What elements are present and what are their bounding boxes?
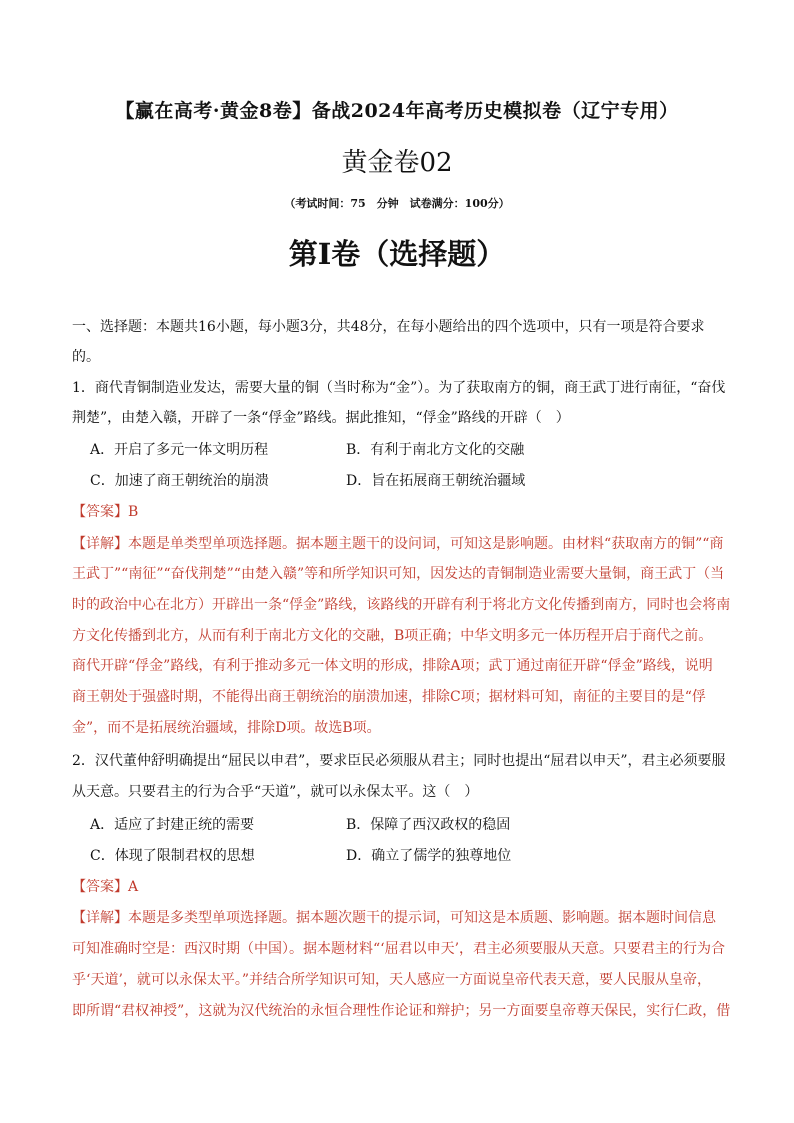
q2-option-b: B．保障了西汉政权的稳固 (346, 817, 511, 833)
q1-explain-line7: 金”，而不是拓展统治疆域，排除D项。故选B项。 (72, 720, 381, 736)
q2-option-d: D．确立了儒学的独尊地位 (346, 848, 512, 864)
q2-explain-line2: 可知准确时空是：西汉时期（中国）。据本题材料“‘屈君以申天’，君主必须要服从天意。只要君主的行为合 (72, 941, 726, 957)
section-title: 第I卷（选择题） (288, 237, 506, 271)
q1-answer-tag: 【答案】 (72, 504, 128, 520)
q2-explain-line1 (72, 907, 732, 927)
q1-option-b: B．有利于南北方文化的交融 (346, 442, 525, 458)
section-intro-line2: 的。 (72, 349, 100, 365)
q2-stem-line1: 2．汉代董仲舒明确提出“屈民以申君”，要求臣民必须服从君主；同时也提出“屈君以申天”，君主必须要服 (72, 753, 726, 769)
q2-answer-value: A (128, 879, 139, 895)
q1-answer-value: B (128, 504, 139, 520)
paper-subtitle: 黄金卷02 (341, 148, 453, 178)
q1-stem-line1: 1．商代青铜制造业发达，需要大量的铜（当时称为“金”）。为了获取南方的铜，商王武丁进行南征，“奋伐 (72, 380, 726, 396)
q1-explain-text1: 本题是单类型单项选择题。据本题主题干的设问词，可知这是影响题。由材料“获取南方的铜”“商 (128, 536, 724, 552)
q1-explain-line2: 王武丁”“南征”“奋伐荆楚”“由楚入赣”等和所学知识可知，因发达的青铜制造业需要大量铜，商王武丁（当 (72, 566, 725, 582)
q2-option-a: A．适应了封建正统的需要 (90, 817, 255, 833)
q1-explain-line4: 方文化传播到北方，从而有利于南北方文化的交融，B项正确；中华文明多元一体历程开启于商代之前。 (72, 628, 713, 644)
q2-explain-line3: 乎‘天道’，就可以永保太平。”并结合所学知识可知，天人感应一方面说皇帝代表天意，要人民服从皇帝， (72, 972, 712, 988)
q1-stem-line2: 荆楚”，由楚入赣，开辟了一条“俘金”路线。据此推知，“俘金”路线的开辟（ ） (72, 410, 570, 426)
q1-explain-tag: 【详解】 (72, 536, 128, 552)
q1-option-c: C．加速了商王朝统治的崩溃 (90, 473, 269, 489)
q1-answer (72, 501, 732, 521)
q1-explain-line1 (72, 533, 732, 553)
q1-option-d: D．旨在拓展商王朝统治疆域 (346, 473, 526, 489)
q2-answer-tag: 【答案】 (72, 879, 128, 895)
q1-explain-line6: 商王朝处于强盛时期，不能得出商王朝统治的崩溃加速，排除C项；据材料可知，南征的主要目的是“俘 (72, 689, 706, 705)
section-intro-line1: 一、选择题：本题共16小题，每小题3分，共48分，在每小题给出的四个选项中，只有一项是符合要求 (72, 319, 705, 335)
q2-option-c: C．体现了限制君权的思想 (90, 848, 255, 864)
q2-explain-tag: 【详解】 (72, 910, 128, 926)
q1-option-a: A．开启了多元一体文明历程 (90, 442, 269, 458)
q2-explain-text1: 本题是多类型单项选择题。据本题次题干的提示词，可知这是本质题、影响题。据本题时间信息 (128, 910, 716, 926)
q1-explain-line5: 商代开辟“俘金”路线，有利于推动多元一体文明的形成，排除A项；武丁通过南征开辟“俘金”路线，说明 (72, 658, 713, 674)
q2-answer (72, 876, 732, 896)
exam-info: （考试时间：75 分钟 试卷满分：100分） (284, 197, 510, 210)
q2-explain-line4: 即所谓“君权神授”，这就为汉代统治的永恒合理性作论证和辩护；另一方面要皇帝尊天保民，实行仁政，借 (72, 1003, 731, 1019)
document-title: 【赢在高考·黄金8卷】备战2024年高考历史模拟卷（辽宁专用） (115, 100, 679, 122)
q2-stem-line2: 从天意。只要君主的行为合乎“天道”，就可以永保太平。这（ ） (72, 784, 479, 800)
q1-explain-line3: 时的政治中心在北方）开辟出一条“俘金”路线，该路线的开辟有利于将北方文化传播到南方，同时也会将南 (72, 597, 731, 613)
